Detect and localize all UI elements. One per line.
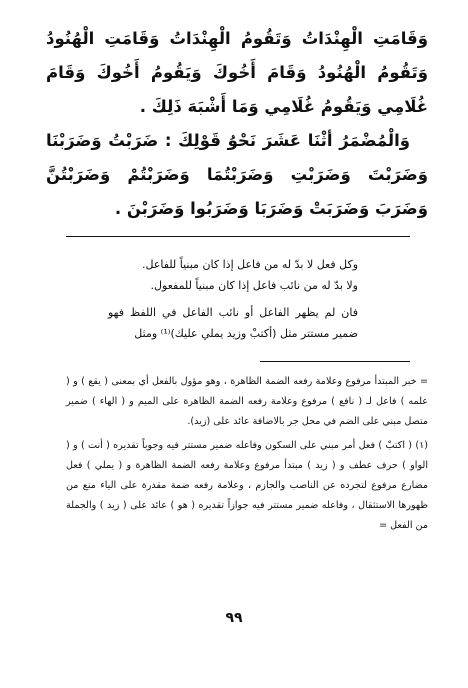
footnote-1: (١) ( اكتبْ ) فعل أمر مبني على السكون وفاعله ضمير مستتر فيه وجوباً تقديره ( أنت ) و ( الواو ) حرف عطف و ( زيد ) مبتدأ مرفوع وعلامة رفعه الضمة الظاهرة و ( يملي ) فعل مضارع مرفوع لتجرده عن الناصب والجازم ، وعلامة رفعه ضمة مقدرة على الياء منع من ظهورها الاستثقال ، وفاعله ضمير مستتر فيه جوازاً تقديره ( هو ) عائد على ( زيد ) والجملة من الفعل = [66,440,428,531]
footnote-divider-line [260,361,410,362]
main-text [46,22,428,226]
explanation-notes [108,254,358,344]
footnote-continued: = خبر المبتدأ مرفوع وعلامة رفعه الضمة الظاهرة ، وهو مؤول بالفعل أي بمعنى ( يقع ) و ( علمه ) فاعل لـ ( نافع ) مرفوع وعلامة رفعه الضمة الظاهرة على الميم و ( الهاء ) ضمير متصل مبني على الضم في محل جر بالاضافة عائد على (زيد). [66,376,428,427]
footnotes [66,372,428,536]
page-number: ٩٩ [225,610,243,626]
note-line-2: ولا بدّ له من نائب فاعل إذا كان مبنياً للمفعول. [150,279,358,292]
main-paragraph-2: وَالْمُضْمَرُ أثْنَا عَشَرَ نَحْوُ قَوْلِكَ : ضَرَبْتُ وَضَرَبْنَا وَضَرَبْتَ وَضَرَبْتِ وَضَرَبْتُمَا وَضَرَبْتُمْ وَضَرَبْتُنَّ وَضَرَبَ وَضَرَبَتْ وَضَرَبَا وَضَرَبُوا وَضَرَبْنَ . [46,131,428,218]
note-line-1: وكل فعل لا بدّ له من فاعل إذا كان مبنياً للفاعل. [141,258,358,271]
main-divider-line [66,236,410,237]
note-line-3: فان لم يظهر الفاعل أو نائب الفاعل في اللفظ فهو ضمير مستتر مثل (أكتبْ وزيد يملي عليك)⁽¹⁾ ومثل [108,306,358,340]
main-paragraph-1: وَقَامَتِ الْهِنْدَاتُ وَتَقُومُ الْهِنْدَاتُ وَقَامَتِ الْهُنُودُ وَتَقُومُ الْهُنُودُ وَقَامَ أَخُوكَ وَيَقُومُ أَخُوكَ وَقَامَ غُلَامِي وَيَقُومُ غُلَامِي وَمَا أَشْبَهَ ذَلِكَ . [46,29,428,116]
